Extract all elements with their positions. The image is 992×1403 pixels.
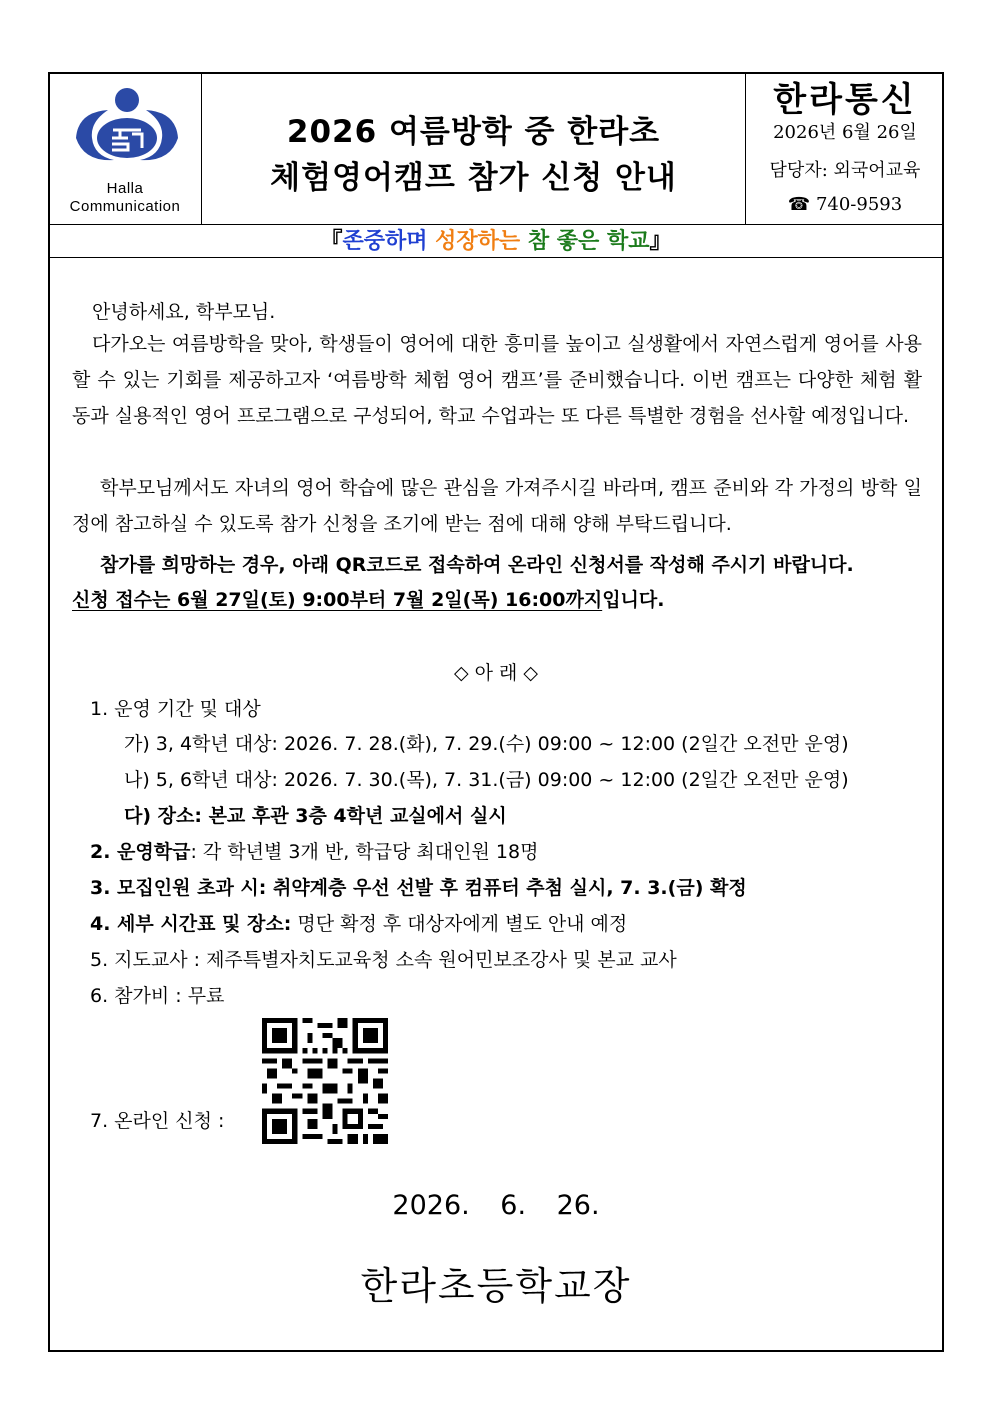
page-title: 체험영어캠프 참가 신청 안내	[270, 160, 677, 196]
page-title: 2026 여름방학 중 한라초	[286, 114, 661, 150]
halla-school-emblem-icon	[68, 82, 186, 182]
motto-word: 존중하며	[342, 229, 428, 254]
qr-code-icon[interactable]	[262, 1018, 388, 1144]
motto-word: 좋은	[556, 229, 600, 254]
list-item: 5. 지도교사 : 제주특별자치도교육청 소속 원어민보조강사 및 본교 교사	[90, 949, 677, 971]
application-period-suffix: 입니다.	[602, 589, 665, 611]
item-label: 2. 운영학급	[90, 841, 191, 863]
logo-caption: Communication	[69, 198, 181, 215]
list-item: 3. 모집인원 초과 시: 취약계층 우선 선발 후 컴퓨터 추첨 실시, 7. 3.(금) 확정	[90, 877, 747, 899]
motto-bracket: 』	[649, 229, 672, 254]
motto-word: 학교	[606, 229, 650, 254]
school-motto	[48, 226, 944, 257]
list-item: 나) 5, 6학년 대상: 2026. 7. 30.(목), 7. 31.(금) 09:00 ~ 12:00 (2일간 오전만 운영)	[124, 769, 849, 791]
phone-number: ☎ 740-9593	[787, 194, 903, 215]
motto-word: 참	[527, 229, 550, 254]
list-item	[90, 837, 538, 864]
list-item: 7. 온라인 신청 :	[90, 1110, 225, 1132]
letter-paragraph: 다가오는 여름방학을 맞아, 학생들이 영어에 대한 흥미를 높이고 실생활에서 자연스럽게 영어를 사용할 수 있는 기회를 제공하고자 ‘여름방학 체험 영어 캠프’를 준비했습니다. 이번 캠프는 다양한 체험 활동과 실용적인 영어 프로그램으로 구성되어, 학교 수업과는 또 다른 특별한 경험을 선사할 예정입니다.	[72, 333, 922, 427]
logo-caption: Halla	[106, 180, 144, 197]
item-text: : 각 학년별 3개 반, 학급당 최대인원 18명	[190, 841, 539, 863]
notice-heading: ◇ 아 래 ◇	[453, 662, 539, 684]
item-label: 4. 세부 시간표 및 장소:	[90, 913, 292, 935]
newsletter-name: 한라통신	[773, 80, 917, 120]
issue-date: 2026년 6월 26일	[773, 122, 917, 143]
greeting: 안녕하세요, 학부모님.	[92, 301, 276, 323]
list-item	[90, 909, 627, 936]
letter-paragraph: 참가를 희망하는 경우, 아래 QR코드로 접속하여 온라인 신청서를 작성해 주시기 바랍니다.	[100, 554, 854, 576]
list-item: 6. 참가비 : 무료	[90, 985, 225, 1007]
motto-bracket: 『	[320, 229, 343, 254]
letter-paragraph: 학부모님께서도 자녀의 영어 학습에 많은 관심을 가져주시길 바라며, 캠프 준비와 각 가정의 방학 일정에 참고하실 수 있도록 참가 신청을 조기에 받는 점에 대해 양해 부탁드립니다.	[72, 477, 922, 535]
list-item: 다) 장소: 본교 후관 3층 4학년 교실에서 실시	[124, 805, 507, 827]
application-period-dates: 신청 접수는 6월 27일(토) 9:00부터 7월 2일(목) 16:00까지	[72, 589, 603, 611]
header-divider	[48, 257, 944, 258]
principal-signature: 한라초등학교장	[360, 1264, 632, 1308]
issue-date-footer: 2026. 6. 26.	[392, 1190, 600, 1221]
contact-person: 담당자: 외국어교육	[769, 160, 921, 181]
list-item: 가) 3, 4학년 대상: 2026. 7. 28.(화), 7. 29.(수) 09:00 ~ 12:00 (2일간 오전만 운영)	[124, 733, 849, 755]
list-item: 1. 운영 기간 및 대상	[90, 698, 261, 720]
item-text: 명단 확정 후 대상자에게 별도 안내 예정	[291, 913, 628, 935]
header-divider	[48, 224, 944, 225]
motto-word: 성장하는	[435, 229, 521, 254]
application-period	[72, 585, 664, 612]
